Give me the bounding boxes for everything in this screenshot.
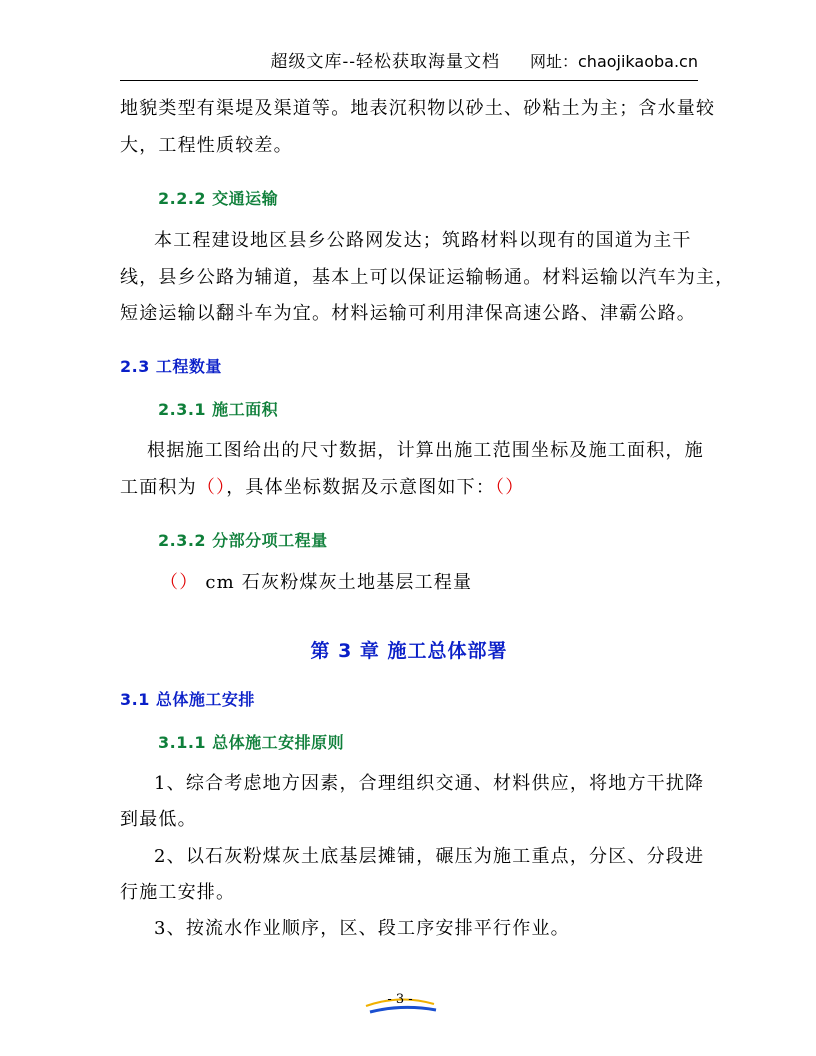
list-item-line: 到最低。 bbox=[120, 809, 197, 830]
paragraph-line bbox=[120, 476, 698, 500]
page-footer bbox=[360, 990, 440, 1018]
text-run: 工面积为 bbox=[120, 477, 197, 498]
paragraph-line: 短途运输以翻斗车为宜。材料运输可利用津保高速公路、津霸公路。 bbox=[120, 303, 696, 324]
chapter-title: 第 3 章 施工总体部署 bbox=[310, 640, 508, 662]
paragraph-line: 线，县乡公路为辅道，基本上可以保证运输畅通。材料运输以汽车为主， bbox=[120, 267, 735, 288]
header-url: 网址：chaojikaoba.cn bbox=[530, 52, 698, 71]
page-header bbox=[120, 48, 698, 81]
page-number: - 3 - bbox=[387, 992, 413, 1007]
list-item-line: 3、按流水作业顺序，区、段工序安排平行作业。 bbox=[154, 918, 570, 939]
section-heading-2-3-2: 2.3.2 分部分项工程量 bbox=[158, 531, 328, 550]
section-heading-3-1: 3.1 总体施工安排 bbox=[120, 690, 255, 709]
placeholder-parens: （） bbox=[196, 477, 227, 498]
placeholder-parens: （） bbox=[160, 572, 199, 593]
list-item-line: 1、综合考虑地方因素，合理组织交通、材料供应，将地方干扰降 bbox=[154, 773, 705, 794]
list-item-line: 行施工安排。 bbox=[120, 882, 236, 903]
text-run: ，具体坐标数据及示意图如下： bbox=[226, 477, 496, 498]
placeholder-parens: （） bbox=[495, 477, 525, 498]
paragraph-line bbox=[160, 571, 738, 595]
paragraph-line: 本工程建设地区县乡公路网发达；筑路材料以现有的国道为主干 bbox=[154, 230, 692, 251]
section-heading-2-3: 2.3 工程数量 bbox=[120, 357, 222, 376]
header-title: 超级文库--轻松获取海量文档 bbox=[270, 52, 500, 72]
text-run: cm 石灰粉煤灰土地基层工程量 bbox=[205, 572, 473, 593]
list-item-line: 2、以石灰粉煤灰土底基层摊铺，碾压为施工重点，分区、分段进 bbox=[154, 846, 705, 867]
section-heading-3-1-1: 3.1.1 总体施工安排原则 bbox=[158, 733, 345, 752]
paragraph-line: 大，工程性质较差。 bbox=[120, 135, 293, 156]
paragraph-line: 地貌类型有渠堤及渠道等。地表沉积物以砂土、砂粘土为主；含水量较 bbox=[120, 98, 716, 119]
paragraph-line: 根据施工图给出的尺寸数据，计算出施工范围坐标及施工面积，施 bbox=[147, 440, 704, 461]
section-heading-2-3-1: 2.3.1 施工面积 bbox=[158, 400, 279, 419]
section-heading-2-2-2: 2.2.2 交通运输 bbox=[158, 189, 279, 208]
